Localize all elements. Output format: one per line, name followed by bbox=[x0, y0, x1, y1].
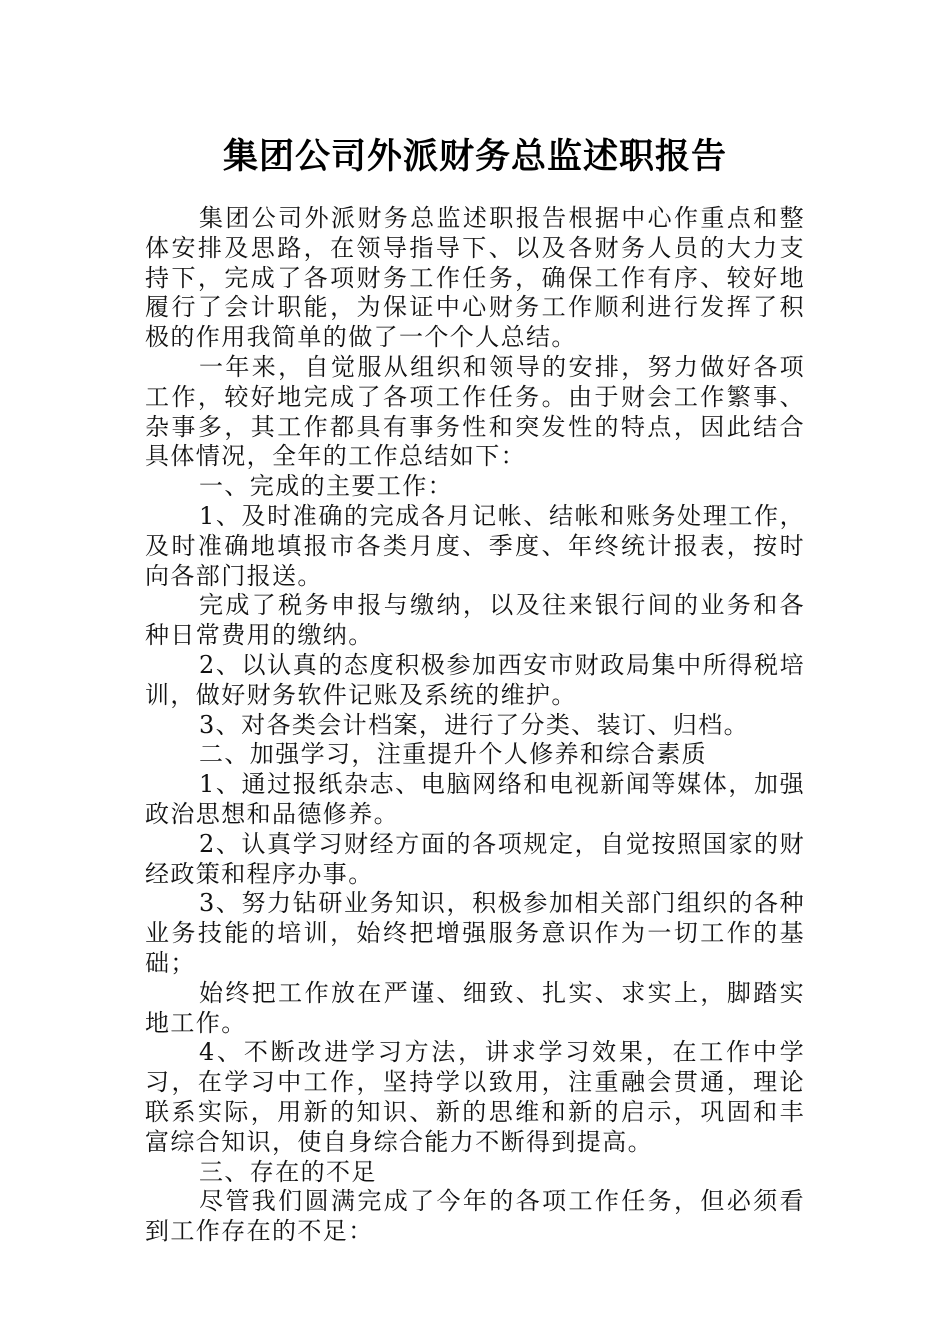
paragraph: 完成了税务申报与缴纳，以及往来银行间的业务和各种日常费用的缴纳。 bbox=[145, 591, 805, 650]
paragraph: 1、及时准确的完成各月记帐、结帐和账务处理工作，及时准确地填报市各类月度、季度、年终统计报表，按时向各部门报送。 bbox=[145, 501, 805, 590]
paragraph: 1、通过报纸杂志、电脑网络和电视新闻等媒体，加强政治思想和品德修养。 bbox=[145, 770, 805, 828]
paragraph: 始终把工作放在严谨、细致、扎实、求实上，脚踏实地工作。 bbox=[145, 978, 805, 1037]
paragraph: 3、努力钻研业务知识，积极参加相关部门组织的各种业务技能的培训，始终把增强服务意识作为一切工作的基础； bbox=[145, 889, 805, 977]
paragraph: 尽管我们圆满完成了今年的各项工作任务，但必须看到工作存在的不足： bbox=[145, 1187, 805, 1246]
paragraph: 2、以认真的态度积极参加西安市财政局集中所得税培训，做好财务软件记账及系统的维护。 bbox=[145, 650, 805, 709]
section-heading: 一、完成的主要工作： bbox=[199, 472, 453, 501]
paragraph: 2、认真学习财经方面的各项规定，自觉按照国家的财经政策和程序办事。 bbox=[145, 829, 805, 888]
paragraph: 3、对各类会计档案，进行了分类、装订、归档。 bbox=[199, 710, 750, 739]
section-heading: 三、存在的不足 bbox=[199, 1157, 377, 1186]
paragraph: 集团公司外派财务总监述职报告根据中心作重点和整体安排及思路，在领导指导下、以及各财务人员的大力支持下，完成了各项财务工作任务，确保工作有序、较好地履行了会计职能，为保证中心财务工作顺利进行发挥了积极的作用我简单的做了一个个人总结。 bbox=[145, 204, 805, 352]
document-title: 集团公司外派财务总监述职报告 bbox=[222, 136, 727, 177]
paragraph: 4、不断改进学习方法，讲求学习效果，在工作中学习，在学习中工作，坚持学以致用，注重融会贯通，理论联系实际，用新的知识、新的思维和新的启示，巩固和丰富综合知识，使自身综合能力不断得到提高。 bbox=[145, 1038, 805, 1156]
paragraph: 一年来，自觉服从组织和领导的安排，努力做好各项工作，较好地完成了各项工作任务。由于财会工作繁事、杂事多，其工作都具有事务性和突发性的特点，因此结合具体情况，全年的工作总结如下： bbox=[145, 352, 805, 471]
section-heading: 二、加强学习，注重提升个人修养和综合素质 bbox=[199, 740, 707, 769]
document-body bbox=[145, 204, 805, 1247]
